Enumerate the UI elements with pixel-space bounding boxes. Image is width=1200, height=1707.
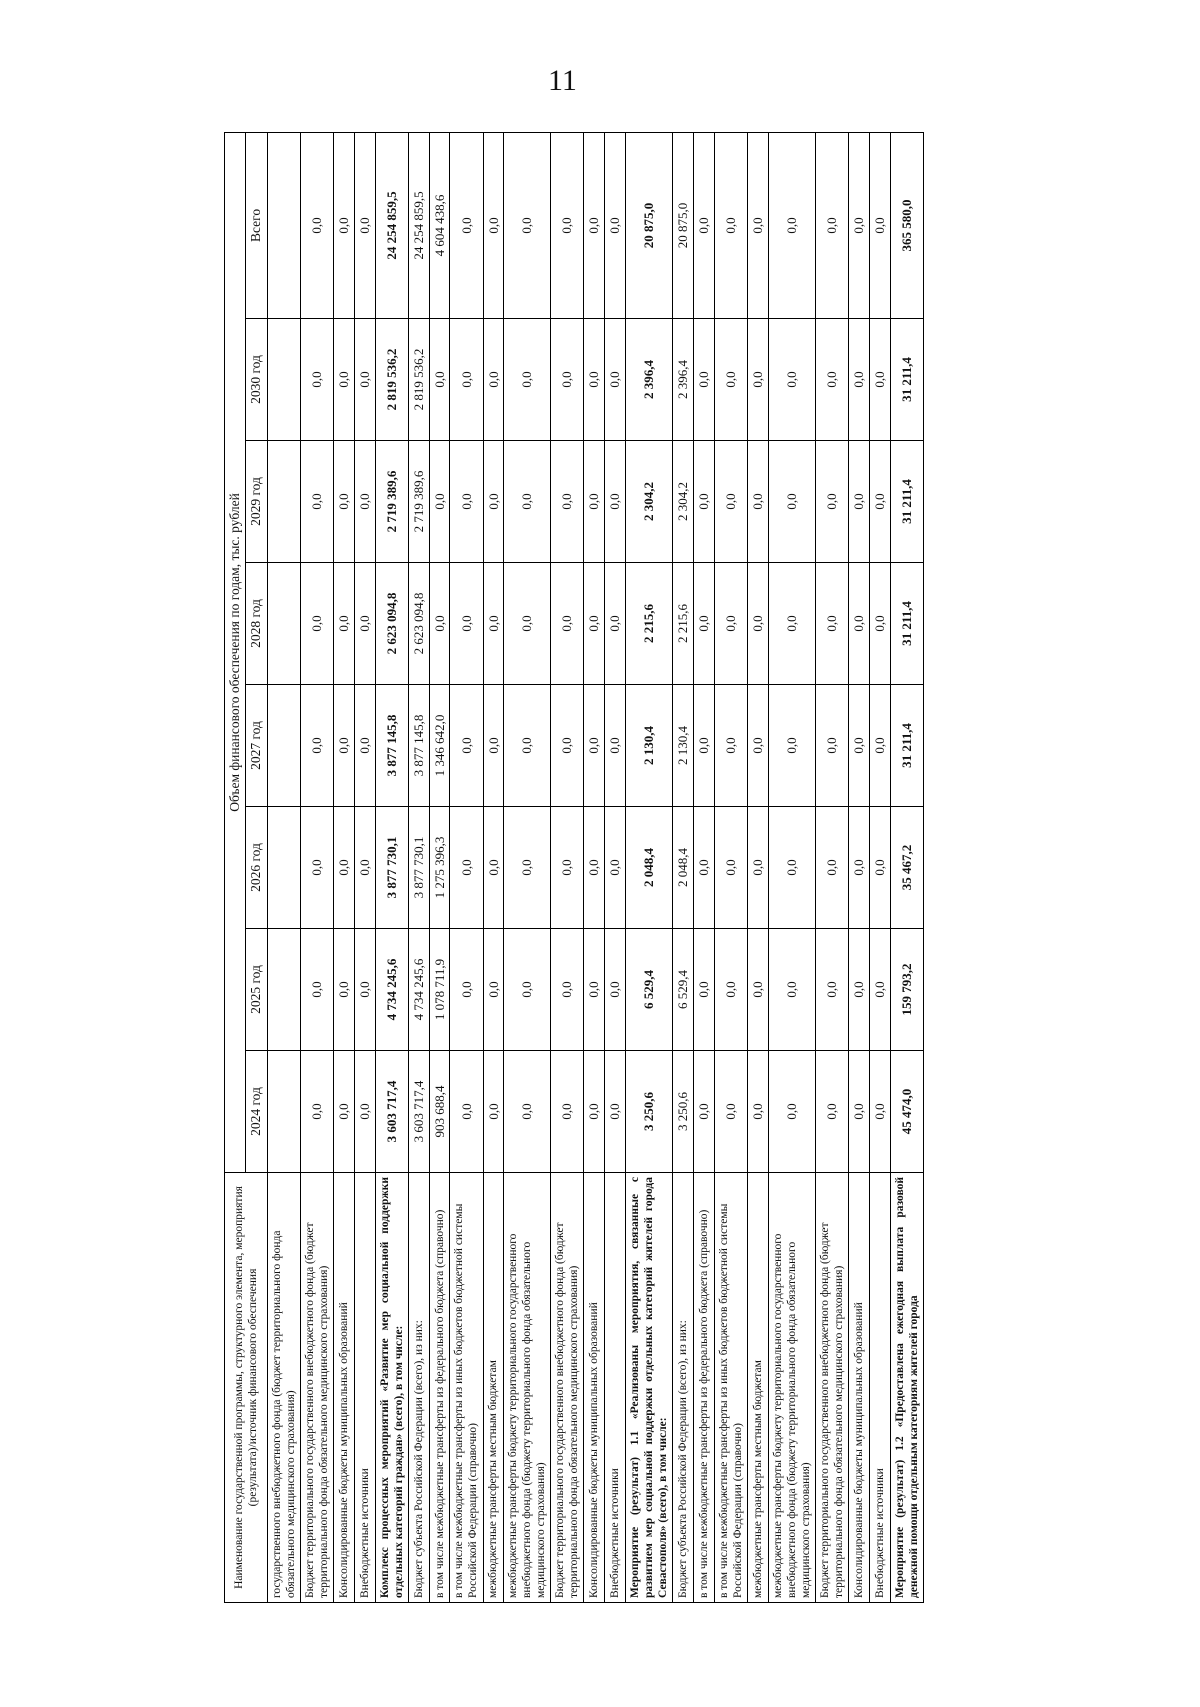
- row-value-cell: 0,0: [450, 441, 483, 563]
- row-value-cell: [267, 807, 300, 929]
- row-total-cell: 20 875,0: [673, 132, 694, 318]
- row-name-cell: в том числе межбюджетные трансферты из федерального бюджета (справочно): [429, 1173, 450, 1603]
- table-row: [300, 132, 333, 1602]
- table-row: [584, 132, 605, 1602]
- row-name-cell: Мероприятие (результат) 1.2 «Предоставлена ежегодная выплата разовой денежной помощи отдельным категориям жителей города: [890, 1173, 923, 1603]
- row-value-cell: 31 211,4: [890, 685, 923, 807]
- table-row: [450, 132, 483, 1602]
- row-value-cell: 0,0: [551, 441, 584, 563]
- row-value-cell: 0,0: [605, 1051, 626, 1173]
- header-year: 2025 год: [246, 929, 267, 1051]
- row-value-cell: 0,0: [605, 807, 626, 929]
- row-value-cell: 0,0: [869, 807, 890, 929]
- row-value-cell: 0,0: [584, 1051, 605, 1173]
- table-row: [815, 132, 848, 1602]
- row-value-cell: 0,0: [483, 807, 504, 929]
- row-value-cell: 0,0: [483, 563, 504, 685]
- row-value-cell: 0,0: [334, 563, 355, 685]
- row-value-cell: 3 877 145,8: [375, 685, 408, 807]
- row-total-cell: 365 580,0: [890, 132, 923, 318]
- row-name-cell: в том числе межбюджетные трансферты из иных бюджетов бюджетной системы Российской Федерации (справочно): [450, 1173, 483, 1603]
- row-total-cell: 0,0: [605, 132, 626, 318]
- row-value-cell: 3 877 730,1: [408, 807, 429, 929]
- row-value-cell: 0,0: [848, 1051, 869, 1173]
- row-value-cell: 0,0: [869, 441, 890, 563]
- row-value-cell: 0,0: [869, 563, 890, 685]
- row-value-cell: 0,0: [714, 563, 747, 685]
- row-value-cell: 2 623 094,8: [408, 563, 429, 685]
- row-value-cell: 0,0: [300, 1051, 333, 1173]
- row-total-cell: 0,0: [300, 132, 333, 318]
- header-row-top: [225, 132, 246, 1602]
- row-value-cell: 2 396,4: [673, 319, 694, 441]
- row-value-cell: 0,0: [429, 319, 450, 441]
- row-value-cell: 0,0: [694, 563, 715, 685]
- row-value-cell: [267, 563, 300, 685]
- row-value-cell: 0,0: [584, 807, 605, 929]
- row-value-cell: 31 211,4: [890, 563, 923, 685]
- row-value-cell: [267, 319, 300, 441]
- row-value-cell: 3 877 730,1: [375, 807, 408, 929]
- row-value-cell: 0,0: [694, 807, 715, 929]
- row-value-cell: 31 211,4: [890, 319, 923, 441]
- row-value-cell: 0,0: [605, 319, 626, 441]
- row-value-cell: 0,0: [584, 319, 605, 441]
- row-name-cell: межбюджетные трансферты местным бюджетам: [483, 1173, 504, 1603]
- row-value-cell: 0,0: [429, 563, 450, 685]
- row-value-cell: 0,0: [747, 685, 768, 807]
- table-row: [483, 132, 504, 1602]
- row-value-cell: 0,0: [605, 929, 626, 1051]
- row-value-cell: 0,0: [504, 929, 551, 1051]
- row-name-cell: Консолидированные бюджеты муниципальных образований: [334, 1173, 355, 1603]
- row-value-cell: [267, 685, 300, 807]
- financing-table: [224, 132, 924, 1603]
- row-value-cell: 0,0: [768, 929, 815, 1051]
- table-row: [354, 132, 375, 1602]
- row-value-cell: 45 474,0: [890, 1051, 923, 1173]
- row-value-cell: 0,0: [584, 563, 605, 685]
- row-total-cell: 24 254 859,5: [408, 132, 429, 318]
- row-value-cell: 0,0: [450, 1051, 483, 1173]
- row-total-cell: 0,0: [848, 132, 869, 318]
- row-value-cell: 0,0: [300, 563, 333, 685]
- header-year: 2027 год: [246, 685, 267, 807]
- row-value-cell: 35 467,2: [890, 807, 923, 929]
- table-row: [605, 132, 626, 1602]
- row-value-cell: 0,0: [714, 441, 747, 563]
- row-value-cell: 0,0: [848, 807, 869, 929]
- table-body: [267, 132, 923, 1602]
- row-name-cell: межбюджетные трансферты местным бюджетам: [747, 1173, 768, 1603]
- row-value-cell: 2 396,4: [626, 319, 673, 441]
- row-name-cell: Бюджет субъекта Российской Федерации (всего), из них:: [673, 1173, 694, 1603]
- row-value-cell: 0,0: [869, 929, 890, 1051]
- row-value-cell: 0,0: [551, 807, 584, 929]
- row-value-cell: [267, 1051, 300, 1173]
- row-value-cell: 0,0: [747, 563, 768, 685]
- row-value-cell: 0,0: [551, 563, 584, 685]
- table-row: [375, 132, 408, 1602]
- row-value-cell: 2 215,6: [673, 563, 694, 685]
- row-total-cell: 0,0: [869, 132, 890, 318]
- row-value-cell: 0,0: [354, 685, 375, 807]
- row-value-cell: [267, 441, 300, 563]
- row-value-cell: 0,0: [815, 1051, 848, 1173]
- row-value-cell: 0,0: [334, 929, 355, 1051]
- table-row: [890, 132, 923, 1602]
- row-value-cell: 0,0: [334, 319, 355, 441]
- row-value-cell: 2 819 536,2: [375, 319, 408, 441]
- row-value-cell: 0,0: [815, 685, 848, 807]
- row-value-cell: 0,0: [768, 319, 815, 441]
- table-row: [334, 132, 355, 1602]
- row-value-cell: 6 529,4: [673, 929, 694, 1051]
- row-name-cell: государственного внебюджетного фонда (бюджет территориального фонда обязательного медицинского страхования): [267, 1173, 300, 1603]
- table-row: [429, 132, 450, 1602]
- row-value-cell: 0,0: [815, 563, 848, 685]
- header-name-column: Наименование государственной программы, структурного элемента, мероприятия (результата)/источник финансового обеспечения: [225, 1173, 268, 1603]
- rotated-table-container: [224, 133, 924, 1603]
- row-value-cell: 0,0: [768, 441, 815, 563]
- row-value-cell: 0,0: [551, 929, 584, 1051]
- row-value-cell: 0,0: [354, 319, 375, 441]
- row-value-cell: 3 877 145,8: [408, 685, 429, 807]
- header-year: 2026 год: [246, 807, 267, 929]
- row-value-cell: 0,0: [747, 929, 768, 1051]
- row-value-cell: 0,0: [747, 441, 768, 563]
- row-value-cell: 0,0: [450, 929, 483, 1051]
- row-value-cell: 0,0: [848, 929, 869, 1051]
- page-number: 11: [548, 64, 577, 97]
- row-value-cell: 0,0: [551, 319, 584, 441]
- row-value-cell: 0,0: [815, 319, 848, 441]
- table-row: [551, 132, 584, 1602]
- row-value-cell: 0,0: [815, 929, 848, 1051]
- header-year: 2028 год: [246, 563, 267, 685]
- row-value-cell: 4 734 245,6: [408, 929, 429, 1051]
- row-value-cell: 0,0: [504, 563, 551, 685]
- row-value-cell: 0,0: [714, 807, 747, 929]
- row-value-cell: 0,0: [504, 441, 551, 563]
- row-value-cell: 0,0: [694, 319, 715, 441]
- row-value-cell: 0,0: [848, 563, 869, 685]
- row-value-cell: 0,0: [694, 441, 715, 563]
- row-total-cell: 0,0: [714, 132, 747, 318]
- row-name-cell: Внебюджетные источники: [605, 1173, 626, 1603]
- table-row: [504, 132, 551, 1602]
- row-name-cell: Бюджет субъекта Российской Федерации (всего), из них:: [408, 1173, 429, 1603]
- row-value-cell: 0,0: [714, 685, 747, 807]
- row-value-cell: 0,0: [450, 563, 483, 685]
- row-value-cell: 0,0: [551, 1051, 584, 1173]
- row-value-cell: 0,0: [848, 685, 869, 807]
- header-group-title: Объем финансового обеспечения по годам, тыс. рублей: [225, 132, 246, 1172]
- row-value-cell: 0,0: [450, 685, 483, 807]
- row-value-cell: 3 250,6: [626, 1051, 673, 1173]
- row-total-cell: 0,0: [354, 132, 375, 318]
- row-value-cell: 0,0: [429, 441, 450, 563]
- header-year: 2030 год: [246, 319, 267, 441]
- row-total-cell: 0,0: [551, 132, 584, 318]
- table-row: [747, 132, 768, 1602]
- row-value-cell: 0,0: [300, 685, 333, 807]
- row-value-cell: 0,0: [300, 929, 333, 1051]
- row-value-cell: 0,0: [605, 685, 626, 807]
- row-value-cell: 0,0: [483, 929, 504, 1051]
- row-value-cell: 0,0: [768, 1051, 815, 1173]
- row-name-cell: в том числе межбюджетные трансферты из федерального бюджета (справочно): [694, 1173, 715, 1603]
- row-value-cell: 2 623 094,8: [375, 563, 408, 685]
- row-value-cell: 0,0: [694, 929, 715, 1051]
- row-name-cell: в том числе межбюджетные трансферты из иных бюджетов бюджетной системы Российской Федерации (справочно): [714, 1173, 747, 1603]
- row-value-cell: 3 603 717,4: [408, 1051, 429, 1173]
- header-year: 2029 год: [246, 441, 267, 563]
- row-value-cell: 0,0: [354, 563, 375, 685]
- row-value-cell: 0,0: [815, 807, 848, 929]
- row-value-cell: 0,0: [584, 685, 605, 807]
- row-value-cell: 0,0: [768, 685, 815, 807]
- table-row: [408, 132, 429, 1602]
- row-total-cell: 0,0: [483, 132, 504, 318]
- table-row: [869, 132, 890, 1602]
- row-value-cell: 0,0: [300, 319, 333, 441]
- row-total-cell: 24 254 859,5: [375, 132, 408, 318]
- row-name-cell: межбюджетные трансферты бюджету территориального государственного внебюджетного фонда (бюджету территориального фонда обязательного медицинского страхования): [504, 1173, 551, 1603]
- row-value-cell: 0,0: [354, 1051, 375, 1173]
- row-value-cell: 0,0: [694, 1051, 715, 1173]
- row-value-cell: 0,0: [869, 1051, 890, 1173]
- row-name-cell: Консолидированные бюджеты муниципальных образований: [848, 1173, 869, 1603]
- row-value-cell: 1 346 642,0: [429, 685, 450, 807]
- row-value-cell: 0,0: [334, 807, 355, 929]
- row-total-cell: 0,0: [815, 132, 848, 318]
- row-value-cell: 0,0: [605, 563, 626, 685]
- row-total-cell: 4 604 438,6: [429, 132, 450, 318]
- row-value-cell: 1 078 711,9: [429, 929, 450, 1051]
- row-value-cell: 0,0: [714, 319, 747, 441]
- table-row: [848, 132, 869, 1602]
- row-value-cell: 0,0: [714, 1051, 747, 1173]
- row-value-cell: 0,0: [354, 929, 375, 1051]
- table-row: [768, 132, 815, 1602]
- row-total-cell: 0,0: [584, 132, 605, 318]
- row-name-cell: Бюджет территориального государственного внебюджетного фонда (бюджет территориального фонда обязательного медицинского страхования): [300, 1173, 333, 1603]
- row-name-cell: Бюджет территориального государственного внебюджетного фонда (бюджет территориального фонда обязательного медицинского страхования): [551, 1173, 584, 1603]
- row-value-cell: 0,0: [869, 319, 890, 441]
- table-row: [626, 132, 673, 1602]
- row-value-cell: 0,0: [848, 441, 869, 563]
- row-name-cell: Консолидированные бюджеты муниципальных образований: [584, 1173, 605, 1603]
- table-row: [267, 132, 300, 1602]
- row-value-cell: 0,0: [334, 685, 355, 807]
- row-value-cell: 2 215,6: [626, 563, 673, 685]
- row-value-cell: 0,0: [483, 441, 504, 563]
- row-total-cell: 20 875,0: [626, 132, 673, 318]
- row-total-cell: 0,0: [747, 132, 768, 318]
- row-value-cell: 2 819 536,2: [408, 319, 429, 441]
- row-value-cell: 0,0: [504, 1051, 551, 1173]
- row-value-cell: 0,0: [483, 1051, 504, 1173]
- row-value-cell: 2 304,2: [673, 441, 694, 563]
- row-value-cell: 0,0: [747, 1051, 768, 1173]
- row-value-cell: 0,0: [768, 807, 815, 929]
- row-value-cell: 2 304,2: [626, 441, 673, 563]
- row-total-cell: 0,0: [334, 132, 355, 318]
- row-value-cell: 0,0: [747, 807, 768, 929]
- row-name-cell: межбюджетные трансферты бюджету территориального государственного внебюджетного фонда (бюджету территориального фонда обязательного медицинского страхования): [768, 1173, 815, 1603]
- row-value-cell: 2 719 389,6: [408, 441, 429, 563]
- row-value-cell: 0,0: [869, 685, 890, 807]
- row-value-cell: 0,0: [714, 929, 747, 1051]
- table-row: [673, 132, 694, 1602]
- row-name-cell: Мероприятие (результат) 1.1 «Реализованы мероприятия, связанные с развитием мер социальной поддержки отдельных категорий жителей города Севастополя» (всего), в том числе:: [626, 1173, 673, 1603]
- row-value-cell: 0,0: [483, 685, 504, 807]
- table-row: [714, 132, 747, 1602]
- row-value-cell: 0,0: [584, 929, 605, 1051]
- table-row: [694, 132, 715, 1602]
- row-value-cell: 159 793,2: [890, 929, 923, 1051]
- header-total: Всего: [246, 132, 267, 318]
- row-total-cell: 0,0: [694, 132, 715, 318]
- row-value-cell: 0,0: [815, 441, 848, 563]
- row-value-cell: 0,0: [354, 807, 375, 929]
- header-year: 2024 год: [246, 1051, 267, 1173]
- row-value-cell: 4 734 245,6: [375, 929, 408, 1051]
- row-value-cell: 31 211,4: [890, 441, 923, 563]
- row-value-cell: 0,0: [768, 563, 815, 685]
- row-value-cell: 2 130,4: [626, 685, 673, 807]
- row-value-cell: [267, 929, 300, 1051]
- row-value-cell: 0,0: [584, 441, 605, 563]
- row-name-cell: Бюджет территориального государственного внебюджетного фонда (бюджет территориального фонда обязательного медицинского страхования): [815, 1173, 848, 1603]
- row-name-cell: Внебюджетные источники: [869, 1173, 890, 1603]
- row-value-cell: 0,0: [450, 807, 483, 929]
- row-value-cell: 3 250,6: [673, 1051, 694, 1173]
- row-value-cell: 0,0: [504, 685, 551, 807]
- row-total-cell: 0,0: [504, 132, 551, 318]
- row-value-cell: 0,0: [334, 1051, 355, 1173]
- row-value-cell: 2 719 389,6: [375, 441, 408, 563]
- row-value-cell: 6 529,4: [626, 929, 673, 1051]
- row-value-cell: 0,0: [354, 441, 375, 563]
- row-value-cell: 2 048,4: [673, 807, 694, 929]
- row-value-cell: 0,0: [504, 319, 551, 441]
- row-value-cell: 2 130,4: [673, 685, 694, 807]
- row-value-cell: 0,0: [300, 441, 333, 563]
- row-name-cell: Комплекс процессных мероприятий «Развитие мер социальной поддержки отдельных категорий граждан» (всего), в том числе:: [375, 1173, 408, 1603]
- row-value-cell: 2 048,4: [626, 807, 673, 929]
- row-total-cell: [267, 132, 300, 318]
- row-value-cell: 0,0: [747, 319, 768, 441]
- row-value-cell: 0,0: [300, 807, 333, 929]
- row-value-cell: 0,0: [334, 441, 355, 563]
- row-total-cell: 0,0: [768, 132, 815, 318]
- row-value-cell: 0,0: [450, 319, 483, 441]
- row-value-cell: 903 688,4: [429, 1051, 450, 1173]
- row-value-cell: 0,0: [848, 319, 869, 441]
- row-value-cell: 0,0: [551, 685, 584, 807]
- row-value-cell: 0,0: [483, 319, 504, 441]
- row-value-cell: 3 603 717,4: [375, 1051, 408, 1173]
- row-name-cell: Внебюджетные источники: [354, 1173, 375, 1603]
- row-value-cell: 0,0: [504, 807, 551, 929]
- row-total-cell: 0,0: [450, 132, 483, 318]
- row-value-cell: 0,0: [694, 685, 715, 807]
- row-value-cell: 1 275 396,3: [429, 807, 450, 929]
- row-value-cell: 0,0: [605, 441, 626, 563]
